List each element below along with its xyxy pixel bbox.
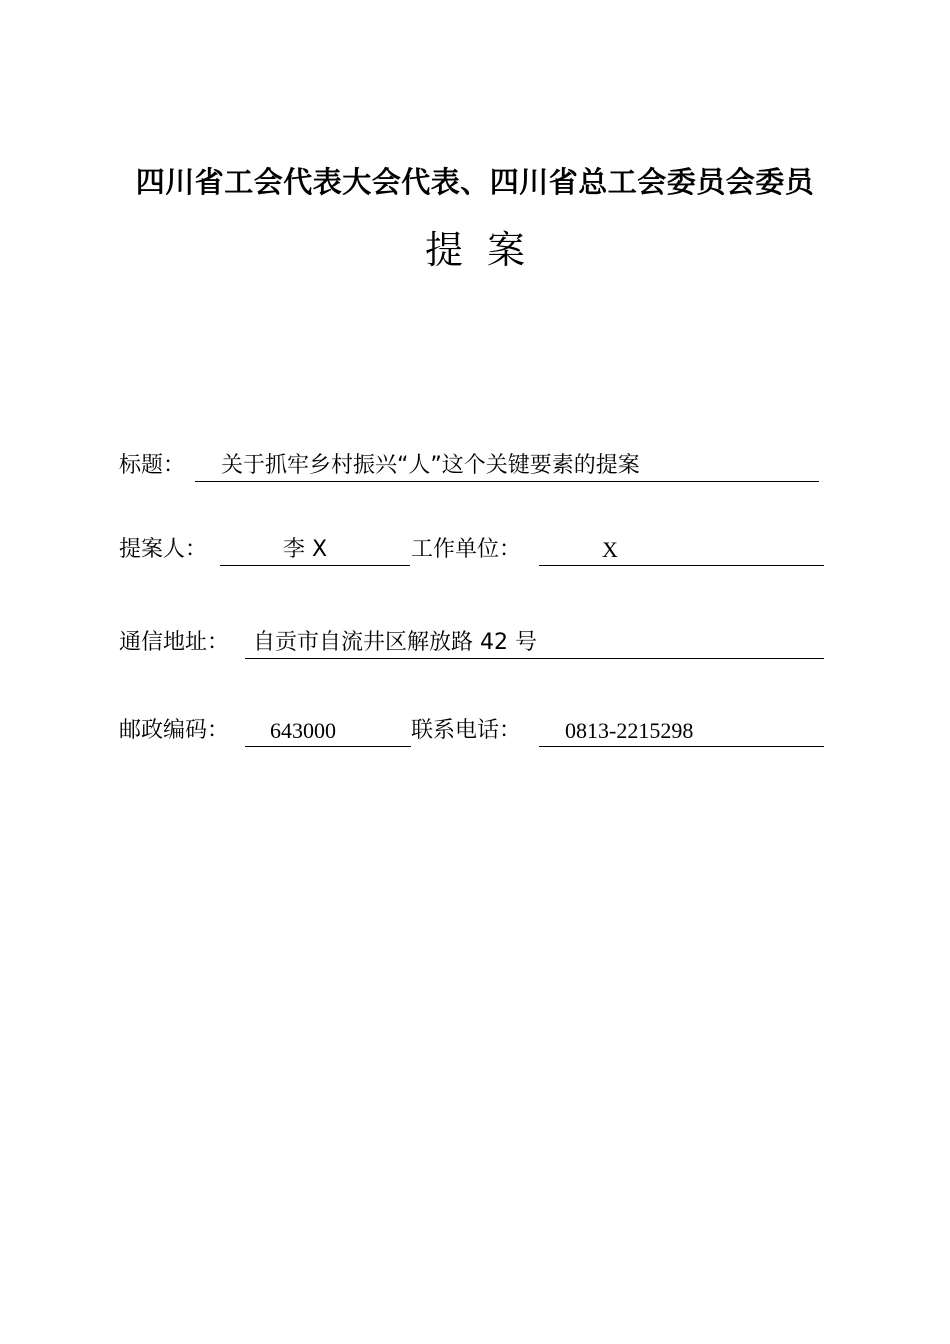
title-value: 关于抓牢乡村振兴“人”这个关键要素的提案: [221, 453, 640, 478]
subheading-char-1: 提: [424, 228, 463, 272]
title-label: 标题：: [119, 453, 186, 478]
workplace-label: 工作单位：: [411, 537, 522, 562]
proposer-label: 提案人：: [119, 537, 208, 562]
subheading-char-2: 案: [487, 228, 526, 272]
title-field: [195, 451, 819, 482]
proposer-row: [119, 535, 825, 565]
phone-label: 联系电话：: [411, 718, 522, 743]
postcode-field: [245, 716, 411, 747]
address-row: [119, 628, 825, 658]
workplace-field: [539, 535, 824, 566]
phone-field: [539, 716, 824, 747]
document-heading: 四川省工会代表大会代表、四川省总工会委员会委员: [135, 165, 815, 199]
postcode-row: [119, 716, 825, 746]
address-value: 自贡市自流井区解放路 42 号: [253, 630, 537, 655]
workplace-value: X: [602, 537, 618, 562]
document-subheading: [0, 224, 950, 276]
postcode-label: 邮政编码：: [119, 718, 230, 743]
address-field: [245, 628, 824, 659]
address-label: 通信地址：: [119, 630, 230, 655]
title-row: [119, 451, 825, 481]
proposer-value: 李 X: [283, 537, 328, 562]
phone-value: 0813-2215298: [565, 718, 694, 743]
postcode-value: 643000: [270, 718, 336, 743]
proposer-field: [220, 535, 410, 566]
